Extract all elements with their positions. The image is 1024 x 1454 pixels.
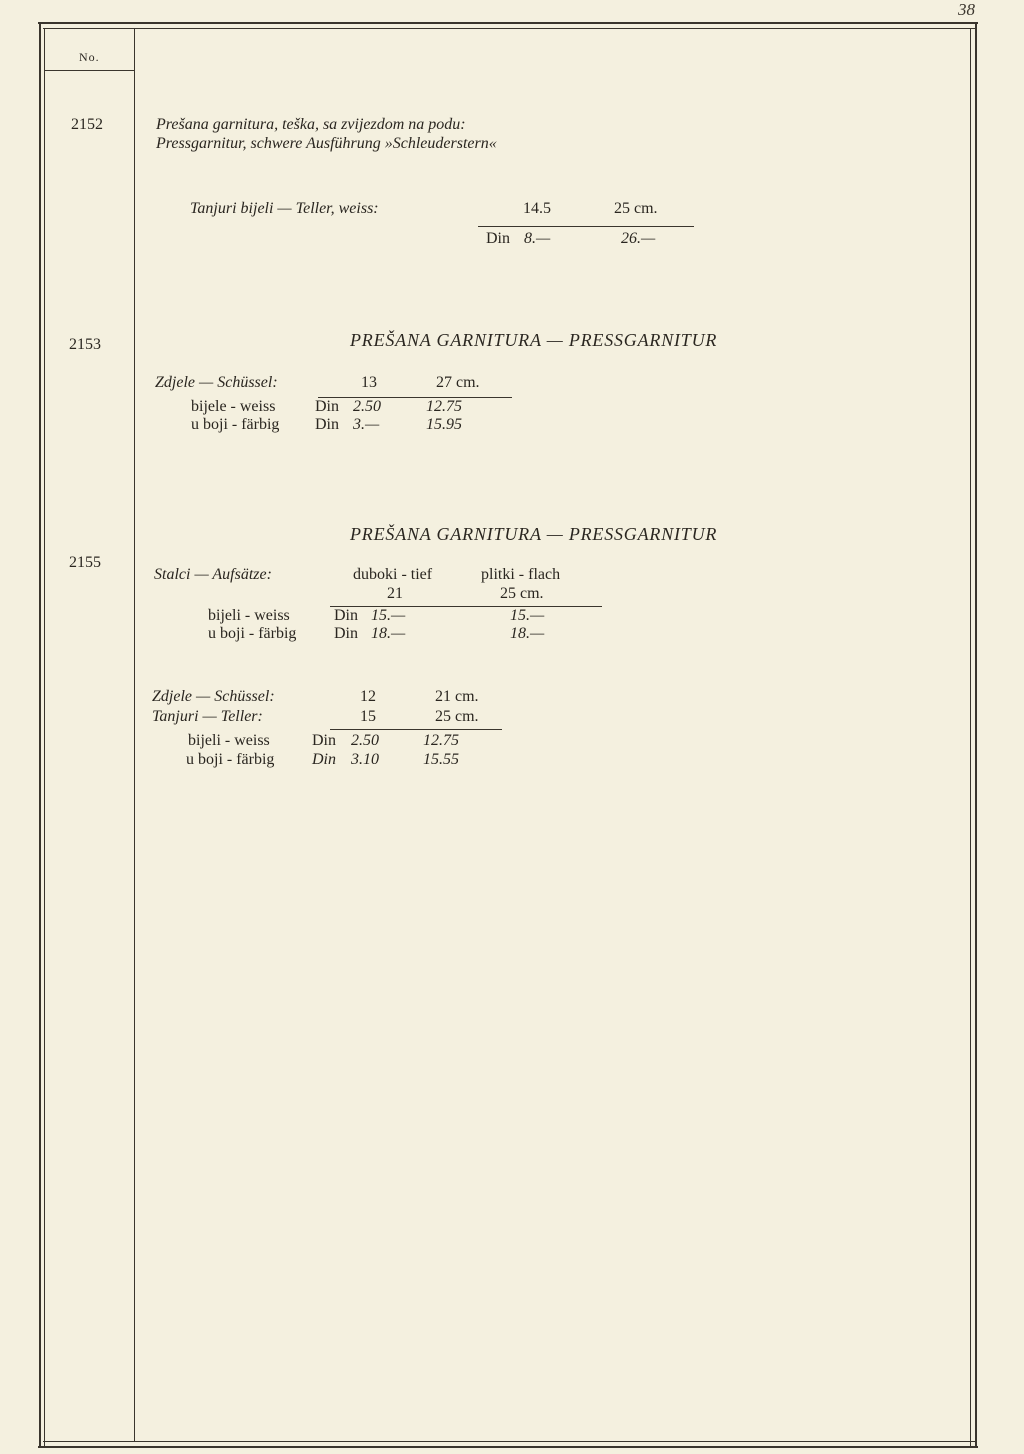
size-value: 12 bbox=[360, 688, 376, 705]
price-prefix: Din bbox=[315, 398, 339, 415]
price-value: 3.— bbox=[353, 416, 380, 433]
size-value: 21 cm. bbox=[435, 688, 479, 705]
price-row-label: bijele - weiss bbox=[191, 398, 276, 415]
price-prefix: Din bbox=[334, 625, 358, 642]
item-label: Tanjuri bijeli — Teller, weiss: bbox=[190, 200, 379, 217]
frame-left-rule bbox=[39, 23, 41, 1447]
price-value: 3.10 bbox=[351, 751, 379, 768]
price-row-label: bijeli - weiss bbox=[188, 732, 270, 749]
price-prefix: Din bbox=[334, 607, 358, 624]
section-heading: PREŠANA GARNITURA — PRESSGARNITUR bbox=[350, 524, 718, 544]
price-value: 15.— bbox=[371, 607, 406, 624]
price-prefix: Din bbox=[312, 751, 336, 768]
frame-top-rule bbox=[38, 22, 978, 24]
price-value: 8.— bbox=[524, 230, 551, 247]
size-value: 15 bbox=[360, 708, 376, 725]
size-value: 25 cm. bbox=[500, 585, 544, 602]
size-value: 14.5 bbox=[523, 200, 551, 217]
price-prefix: Din bbox=[486, 230, 510, 247]
frame-top-rule-inner bbox=[43, 28, 975, 29]
item-label: Zdjele — Schüssel: bbox=[155, 374, 278, 391]
price-value: 18.— bbox=[510, 625, 545, 642]
plate-label: Tanjuri — Teller: bbox=[152, 708, 263, 725]
price-value: 2.50 bbox=[351, 732, 379, 749]
entry-description-de: Pressgarnitur, schwere Ausführung »Schleuderstern« bbox=[156, 135, 497, 152]
number-column-divider bbox=[134, 29, 135, 1441]
frame-right-rule bbox=[975, 23, 977, 1447]
price-value: 12.75 bbox=[423, 732, 459, 749]
size-rule bbox=[318, 397, 512, 398]
size-value: 27 cm. bbox=[436, 374, 480, 391]
size-value: 25 cm. bbox=[614, 200, 658, 217]
bowl-label: Zdjele — Schüssel: bbox=[152, 688, 275, 705]
size-value: 21 bbox=[387, 585, 403, 602]
price-value: 2.50 bbox=[353, 398, 381, 415]
column-header: duboki - tief bbox=[353, 566, 433, 583]
price-row-label: u boji - färbig bbox=[186, 751, 275, 768]
frame-left-rule-inner bbox=[44, 29, 45, 1446]
size-rule bbox=[330, 729, 502, 730]
price-prefix: Din bbox=[315, 416, 339, 433]
header-underline bbox=[45, 70, 134, 71]
price-value: 12.75 bbox=[426, 398, 462, 415]
frame-bottom-rule bbox=[38, 1446, 978, 1448]
size-value: 25 cm. bbox=[435, 708, 479, 725]
size-value: 13 bbox=[361, 374, 377, 391]
price-value: 15.— bbox=[510, 607, 545, 624]
entry-number: 2155 bbox=[69, 554, 101, 571]
price-prefix: Din bbox=[312, 732, 336, 749]
price-value: 18.— bbox=[371, 625, 406, 642]
price-row-label: u boji - färbig bbox=[208, 625, 297, 642]
stand-label: Stalci — Aufsätze: bbox=[154, 566, 272, 583]
page-number: 38 bbox=[958, 0, 975, 19]
entry-number: 2153 bbox=[69, 336, 101, 353]
number-column-header: No. bbox=[79, 50, 100, 64]
column-header: plitki - flach bbox=[481, 566, 561, 583]
size-rule bbox=[478, 226, 694, 227]
price-value: 15.95 bbox=[426, 416, 462, 433]
section-heading: PREŠANA GARNITURA — PRESSGARNITUR bbox=[350, 330, 718, 350]
entry-number: 2152 bbox=[71, 116, 103, 133]
price-row-label: bijeli - weiss bbox=[208, 607, 290, 624]
price-row-label: u boji - färbig bbox=[191, 416, 280, 433]
price-value: 15.55 bbox=[423, 751, 459, 768]
entry-description-hr: Prešana garnitura, teška, sa zvijezdom na podu: bbox=[156, 116, 466, 133]
price-value: 26.— bbox=[621, 230, 656, 247]
frame-bottom-rule-inner bbox=[43, 1441, 975, 1442]
frame-right-rule-inner bbox=[970, 29, 971, 1446]
